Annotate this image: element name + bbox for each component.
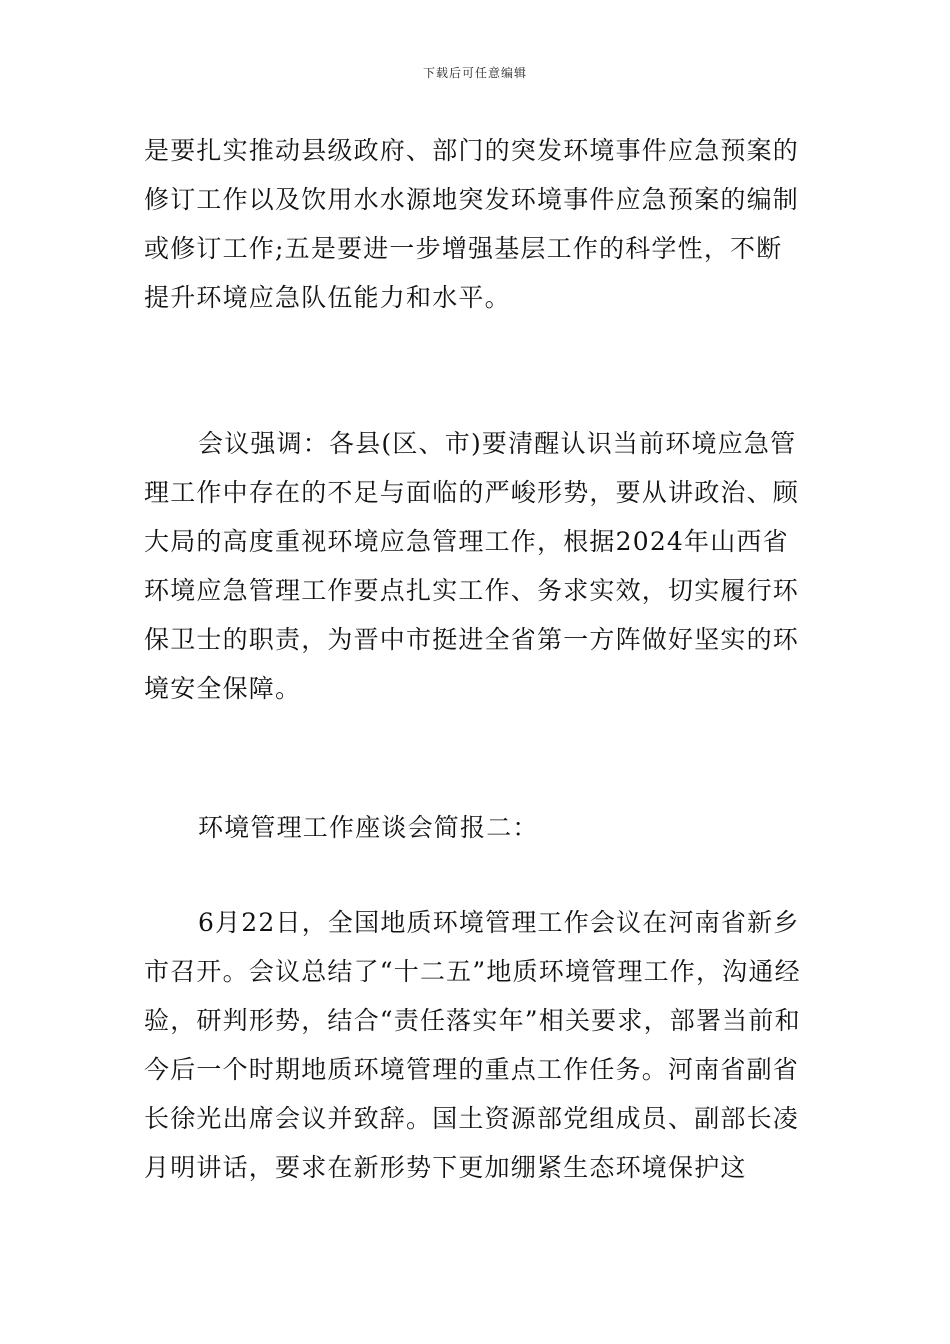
paragraph-spacer [144,322,808,419]
paragraph-spacer [144,852,808,898]
paragraph-spacer [144,713,808,803]
section-heading: 环境管理工作座谈会简报二： [198,813,539,842]
paragraph-continuation: 是要扎实推动县级政府、部门的突发环境事件应急预案的修订工作以及饮用水水源地突发环境事件应急预案的编制或修订工作;五是要进一步增强基层工作的科学性，不断提升环境应急队伍能力和水平。 [144,136,800,312]
paragraph-meeting-report: 6月22日，全国地质环境管理工作会议在河南省新乡市召开。会议总结了“十二五”地质环境管理工作，沟通经验，研判形势，结合“责任落实年”相关要求，部署当前和今后一个时期地质环境管理的重点工作任务。河南省副省长徐光出席会议并致辞。国土资源部党组成员、副部长凌月明讲话，要求在新形势下更加绷紧生态环境保护这 [144,908,801,1182]
paragraph-meeting-emphasis: 会议强调：各县(区、市)要清醒认识当前环境应急管理工作中存在的不足与面临的严峻形势，要从讲政治、顾大局的高度重视环境应急管理工作，根据2024年山西省环境应急管理工作要点扎实工作、务求实效，切实履行环保卫士的职责，为晋中市挺进全省第一方阵做好坚实的环境安全保障。 [144,429,800,703]
page-header: 下载后可任意编辑 [422,66,527,80]
document-body [144,126,808,1192]
